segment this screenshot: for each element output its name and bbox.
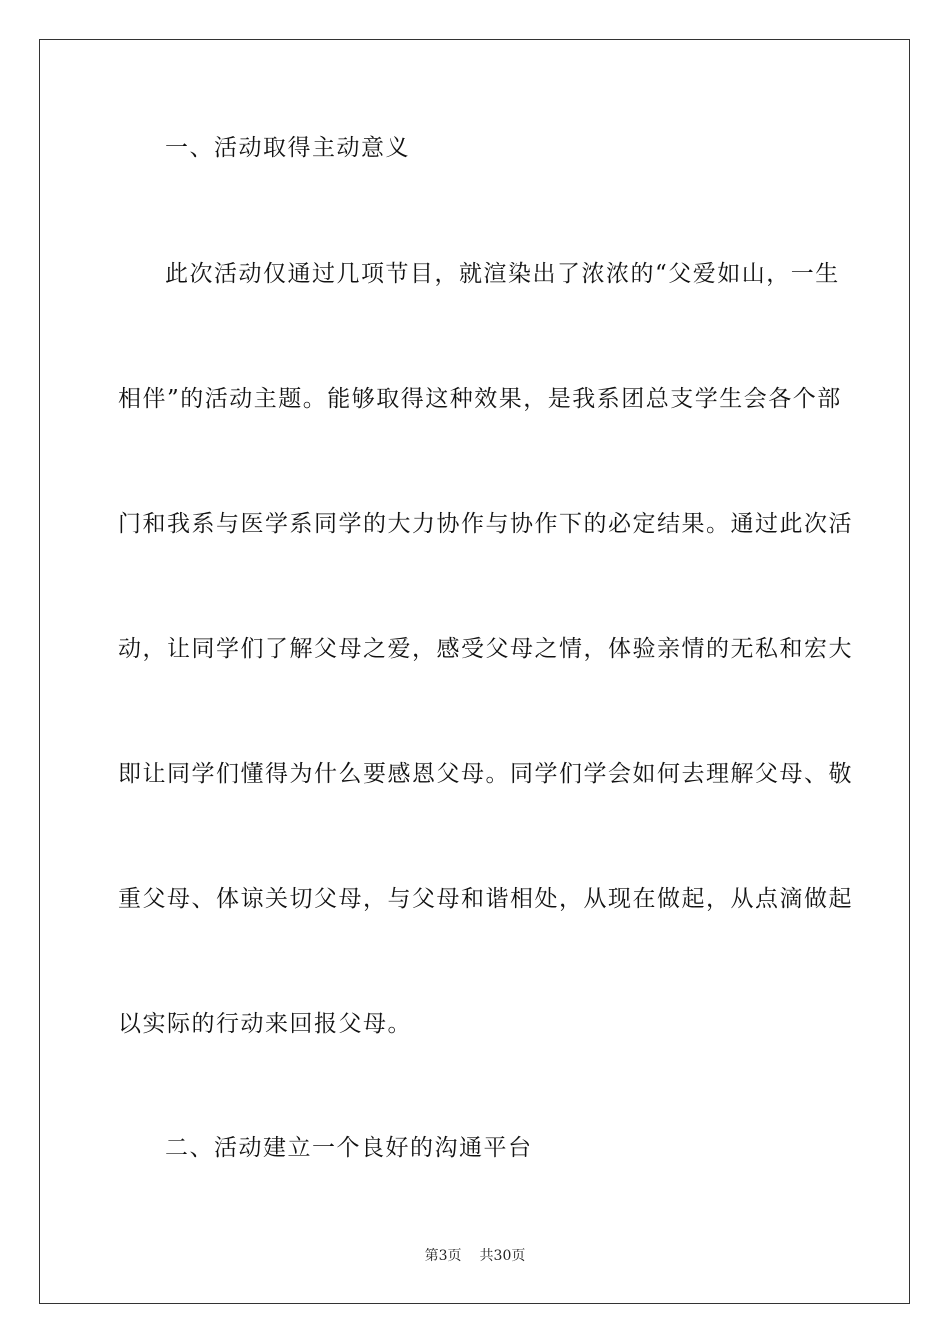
paragraph-line: 门和我系与医学系同学的大力协作与协作下的必定结果。通过此次活 [118,511,853,537]
paragraph-line: 相伴”的活动主题。能够取得这种效果，是我系团总支学生会各个部 [118,386,842,412]
paragraph-line: 以实际的行动来回报父母。 [118,1011,412,1037]
page-total: 共30页 [479,1248,526,1264]
paragraph-line: 即让同学们懂得为什么要感恩父母。同学们学会如何去理解父母、敬 [118,761,853,787]
page-border [39,39,910,1304]
page-footer [0,1246,950,1266]
paragraph-line: 重父母、体谅关切父母，与父母和谐相处，从现在做起，从点滴做起 [118,886,853,912]
paragraph-line: 此次活动仅通过几项节目，就渲染出了浓浓的“父爱如山，一生 [165,261,840,287]
section-heading-2: 二、活动建立一个良好的沟通平台 [165,1135,533,1161]
page-number: 第3页 [424,1248,462,1264]
paragraph-line: 动，让同学们了解父母之爱，感受父母之情，体验亲情的无私和宏大 [118,636,853,662]
section-heading-1: 一、活动取得主动意义 [165,135,410,161]
